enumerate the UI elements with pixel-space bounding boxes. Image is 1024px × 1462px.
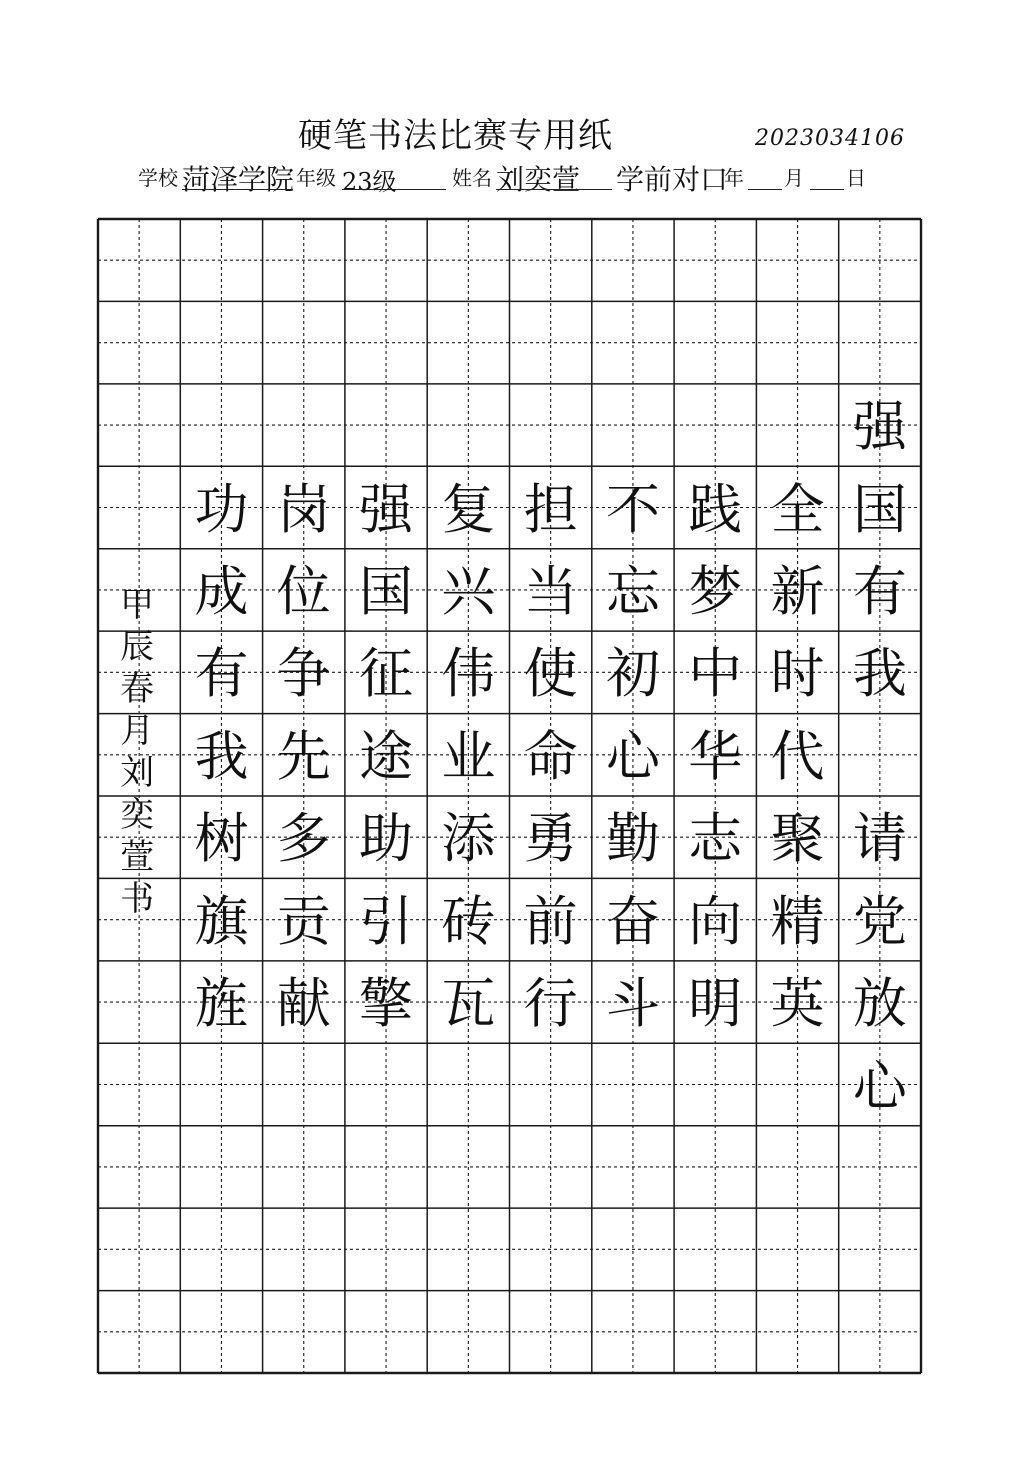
- poem-char: 争: [276, 642, 331, 706]
- school-value: 菏泽学院: [182, 163, 295, 196]
- day-label: 日: [846, 166, 866, 190]
- poem-char: 代: [770, 724, 825, 788]
- poem-char: 担: [523, 477, 578, 541]
- poem-char: 勤: [605, 807, 660, 871]
- signature-char: 刘: [120, 753, 155, 793]
- poem-char: 我: [852, 642, 907, 706]
- poem-char: 勇: [523, 807, 578, 871]
- class-value: 学前对口: [616, 163, 729, 196]
- poem-char: 砖: [441, 889, 496, 953]
- poem-char: 引: [359, 889, 414, 953]
- signature-char: 辰: [120, 627, 155, 667]
- poem-char: 先: [276, 724, 331, 788]
- poem-char: 使: [523, 642, 578, 706]
- year-label: 年: [724, 166, 744, 190]
- sheet-title: 硬笔书法比赛专用纸: [298, 116, 613, 156]
- poem-char: 前: [523, 889, 578, 953]
- school-label: 学校: [138, 166, 178, 190]
- poem-char: 华: [688, 724, 743, 788]
- poem-char: 有: [852, 559, 907, 623]
- poem-char: 初: [605, 642, 660, 706]
- poem-char: 瓦: [441, 972, 496, 1036]
- poem-char: 聚: [770, 807, 825, 871]
- poem-char: 位: [276, 559, 331, 623]
- poem-char: 复: [441, 477, 496, 541]
- name-value: 刘奕萱: [496, 163, 581, 196]
- poem-char: 心: [852, 1054, 907, 1118]
- poem-char: 多: [276, 807, 331, 871]
- month-label: 月: [784, 166, 804, 190]
- poem-char: 助: [359, 807, 414, 871]
- poem-char: 志: [688, 807, 743, 871]
- poem-char: 添: [441, 807, 496, 871]
- poem-char: 放: [852, 972, 907, 1036]
- poem-char: 功: [194, 477, 249, 541]
- poem-char: 旗: [194, 889, 249, 953]
- poem-char: 践: [688, 477, 743, 541]
- signature-char: 萱: [120, 837, 155, 877]
- poem-char: 斗: [605, 972, 660, 1036]
- poem-char: 明: [688, 972, 743, 1036]
- poem-char: 旌: [194, 972, 249, 1036]
- poem-char: 全: [770, 477, 825, 541]
- poem-char: 不: [605, 477, 660, 541]
- poem-char: 贡: [276, 889, 331, 953]
- poem-char: 有: [194, 642, 249, 706]
- grade-label: 年级: [296, 166, 336, 190]
- serial-number: 2023034106: [755, 126, 905, 151]
- poem-char: 兴: [441, 559, 496, 623]
- poem-char: 献: [276, 972, 331, 1036]
- poem-char: 强: [852, 395, 907, 459]
- poem-char: 强: [359, 477, 414, 541]
- signature-char: 甲: [120, 585, 155, 625]
- poem-char: 行: [523, 972, 578, 1036]
- poem-char: 伟: [441, 642, 496, 706]
- poem-char: 心: [605, 724, 660, 788]
- poem-char: 时: [770, 642, 825, 706]
- poem-char: 奋: [605, 889, 660, 953]
- poem-char: 新: [770, 559, 825, 623]
- poem-char: 成: [194, 559, 249, 623]
- poem-char: 我: [194, 724, 249, 788]
- poem-char: 请: [852, 807, 907, 871]
- poem-char: 向: [688, 889, 743, 953]
- grade-value: 23级: [342, 168, 397, 196]
- poem-char: 国: [359, 559, 414, 623]
- signature-char: 月: [120, 711, 155, 751]
- name-label: 姓名: [452, 166, 492, 190]
- poem-char: 途: [359, 724, 414, 788]
- poem-char: 党: [852, 889, 907, 953]
- poem-char: 征: [359, 642, 414, 706]
- signature-char: 书: [120, 879, 155, 919]
- poem-char: 英: [770, 972, 825, 1036]
- poem-char: 梦: [688, 559, 743, 623]
- signature-char: 春: [120, 669, 155, 709]
- poem-char: 擎: [359, 972, 414, 1036]
- poem-char: 中: [688, 642, 743, 706]
- poem-char: 精: [770, 889, 825, 953]
- poem-char: 业: [441, 724, 496, 788]
- poem-char: 岗: [276, 477, 331, 541]
- poem-char: 树: [194, 807, 249, 871]
- poem-char: 当: [523, 559, 578, 623]
- poem-char: 忘: [605, 559, 660, 623]
- poem-char: 国: [852, 477, 907, 541]
- signature-char: 奕: [120, 795, 155, 835]
- poem-char: 命: [523, 724, 578, 788]
